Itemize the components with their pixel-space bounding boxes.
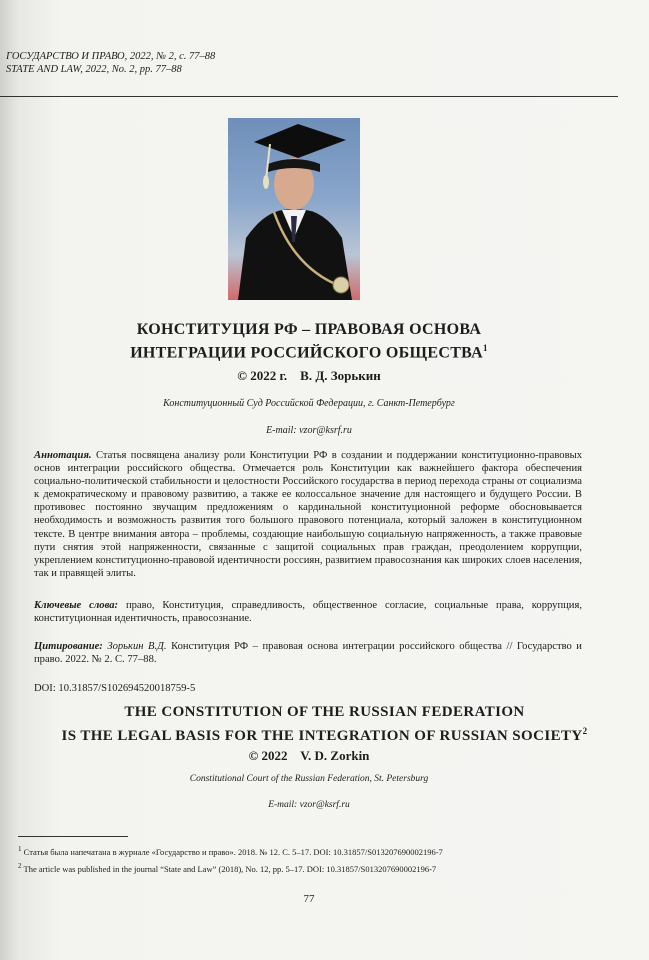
title-en-line2: IS THE LEGAL BASIS FOR THE INTEGRATION OF RUSSIAN SOCIETY bbox=[61, 728, 583, 744]
footnote-2 bbox=[18, 861, 618, 875]
footnote-1-text: Статья была напечатана в журнале «Государство и право». 2018. № 12. С. 5–17. DOI: 10.31857/S013207690002196-7 bbox=[23, 846, 443, 857]
citation-label: Цитирование: bbox=[34, 641, 103, 652]
title-ru-footnote-mark: 1 bbox=[482, 343, 488, 353]
abstract-text: Статья посвящена анализу роли Конституции РФ в создании и поддержании конституционно-правовых основ интеграции российского общества. Отмечается роль Конституции как важнейшего фактора обеспечения социально-политической стабильности и целостности Российского государства в период перехода страны от социализма к демократическому и правовому развитию, а также ее колоссальное значение для настоящего и будущего России. В противовес постоянно звучащим предложениям о кардинальной конституционной реформе обосновывается необходимость и возможность развития того большого правового потенциала, который заложен в конституционном тексте. В центре внимания автора – проблемы, создающие наибольшую социальную напряженность, а также правовые пути снятия этой напряженности, связанные с защитой социальных прав граждан, преодолением коррупции, укреплением конституционно-правовой идентичности россиян, развитием правосознания как широких слоев населения, так и правящей элиты. bbox=[34, 450, 582, 579]
byline-ru bbox=[0, 368, 618, 384]
affiliation-ru: Конституционный Суд Российской Федерации, г. Санкт-Петербург bbox=[163, 398, 455, 409]
title-ru-line1: КОНСТИТУЦИЯ РФ – ПРАВОВАЯ ОСНОВА bbox=[136, 321, 482, 338]
footnote-2-text: The article was published in the journal “State and Law” (2018), No. 12, pp. 5–17. DOI: 10.31857/S013207690002196-7 bbox=[23, 863, 437, 874]
title-ru-line2: ИНТЕГРАЦИИ РОССИЙСКОГО ОБЩЕСТВА bbox=[130, 344, 483, 362]
abstract-label: Аннотация. bbox=[34, 450, 92, 461]
keywords-text: право, Конституция, справедливость, общественное согласие, социальные права, коррупция, конституционная идентичность, правосознание. bbox=[34, 600, 582, 625]
byline-en bbox=[0, 748, 618, 764]
running-header bbox=[6, 50, 215, 76]
affiliation-en: Constitutional Court of the Russian Federation, St. Petersburg bbox=[189, 774, 429, 784]
keywords-label: Ключевые слова: bbox=[34, 600, 119, 611]
citation-text: Конституция РФ – правовая основа интеграции российского общества // Государство и право. 2022. № 2. С. 77–88. bbox=[34, 641, 582, 666]
copyright-en: © 2022 bbox=[248, 748, 288, 763]
footnote-divider bbox=[18, 836, 128, 837]
citation bbox=[34, 640, 582, 666]
footnote-2-mark: 2 bbox=[18, 862, 22, 870]
copyright-ru: © 2022 г. bbox=[237, 368, 288, 383]
email-ru: E-mail: vzor@ksrf.ru bbox=[266, 425, 352, 436]
author-en: V. D. Zorkin bbox=[300, 748, 370, 763]
author-portrait bbox=[228, 118, 360, 300]
page-number: 77 bbox=[303, 893, 315, 905]
title-en-line1: THE CONSTITUTION OF THE RUSSIAN FEDERATION bbox=[124, 704, 525, 720]
header-ru: ГОСУДАРСТВО И ПРАВО, 2022, № 2, с. 77–88 bbox=[6, 51, 216, 62]
author-ru: В. Д. Зорькин bbox=[300, 368, 381, 383]
keywords bbox=[34, 599, 582, 625]
doi: DOI: 10.31857/S102694520018759-5 bbox=[34, 683, 196, 694]
title-en-footnote-mark: 2 bbox=[582, 726, 588, 736]
email-en: E-mail: vzor@ksrf.ru bbox=[268, 800, 350, 810]
abstract bbox=[34, 449, 582, 580]
header-divider bbox=[0, 96, 618, 97]
footnote-1 bbox=[18, 844, 618, 858]
footnote-1-mark: 1 bbox=[18, 845, 22, 853]
article-title-ru bbox=[0, 320, 618, 362]
header-en: STATE AND LAW, 2022, No. 2, pp. 77–88 bbox=[6, 64, 182, 75]
article-title-en bbox=[0, 703, 649, 746]
citation-author: Зорькин В.Д. bbox=[107, 641, 167, 652]
